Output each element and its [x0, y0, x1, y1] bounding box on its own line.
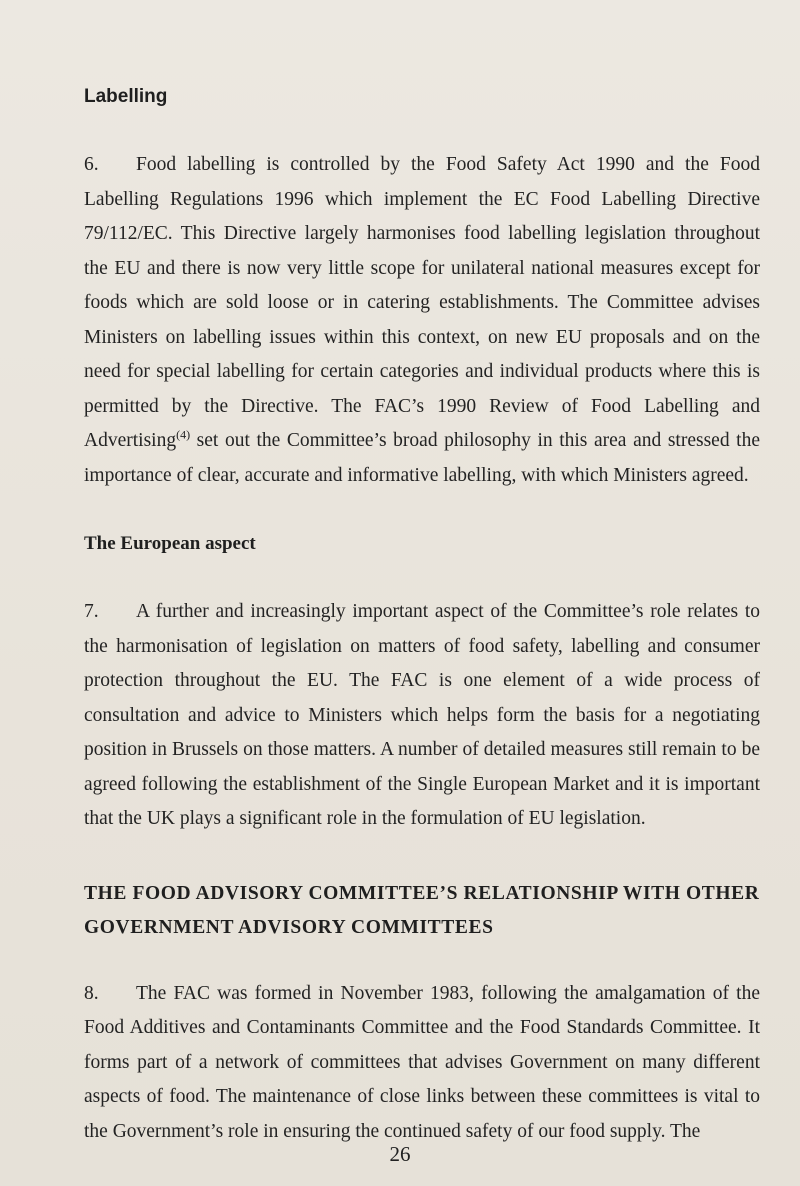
heading-european-aspect: The European aspect — [84, 533, 256, 554]
heading-labelling: Labelling — [84, 86, 168, 107]
paragraph-number: 7. — [84, 601, 99, 622]
paragraph-7 — [84, 595, 760, 837]
footnote-reference: (4) — [176, 427, 191, 442]
paragraph-text: Food labelling is controlled by the Food Safety Act 1990 and the Food Labelling Regulations 1996 which implement the EC Food Labelling Directive 79/112/EC. This Directive largely harmonises food labelling legislation throughout the EU and there is now very little scope for unilateral national measures except for foods which are sold loose or in catering establishments. The Committee advises Ministers on labelling issues within this context, on new EU proposals and on the need for special labelling for certain categories and individual products where this is permitted by the Directive. The FAC’s 1990 Review of Food Labelling and Advertising — [84, 154, 760, 451]
paragraph-8 — [84, 977, 760, 1150]
paragraph-number: 6. — [84, 154, 99, 175]
paragraph-text-continued: set out the Committee’s broad philosophy in this area and stressed the importance of clear, accurate and informative labelling, with which Ministers agreed. — [84, 430, 760, 486]
heading-committee-relationship: THE FOOD ADVISORY COMMITTEE’S RELATIONSHIP WITH OTHER GOVERNMENT ADVISORY COMMITTEES — [84, 882, 760, 938]
paragraph-number: 8. — [84, 982, 99, 1004]
page-number: 26 — [389, 1142, 411, 1166]
paragraph-text: A further and increasingly important aspect of the Committee’s role relates to the harmonisation of legislation on matters of food safety, labelling and consumer protection throughout the EU. The FAC is one element of a wide process of consultation and advice to Ministers which helps form the basis for a negotiating position in Brussels on those matters. A number of detailed measures still remain to be agreed following the establishment of the Single European Market and it is important that the UK plays a significant role in the formulation of EU legislation. — [84, 601, 760, 829]
paragraph-text: The FAC was formed in November 1983, following the amalgamation of the Food Additives and Contaminants Committee and the Food Standards Committee. It forms part of a network of committees that advises Government on many different aspects of food. The maintenance of close links between these committees is vital to the Government’s role in ensuring the continued safety of our food supply. The — [84, 982, 760, 1142]
paragraph-6 — [84, 148, 760, 493]
